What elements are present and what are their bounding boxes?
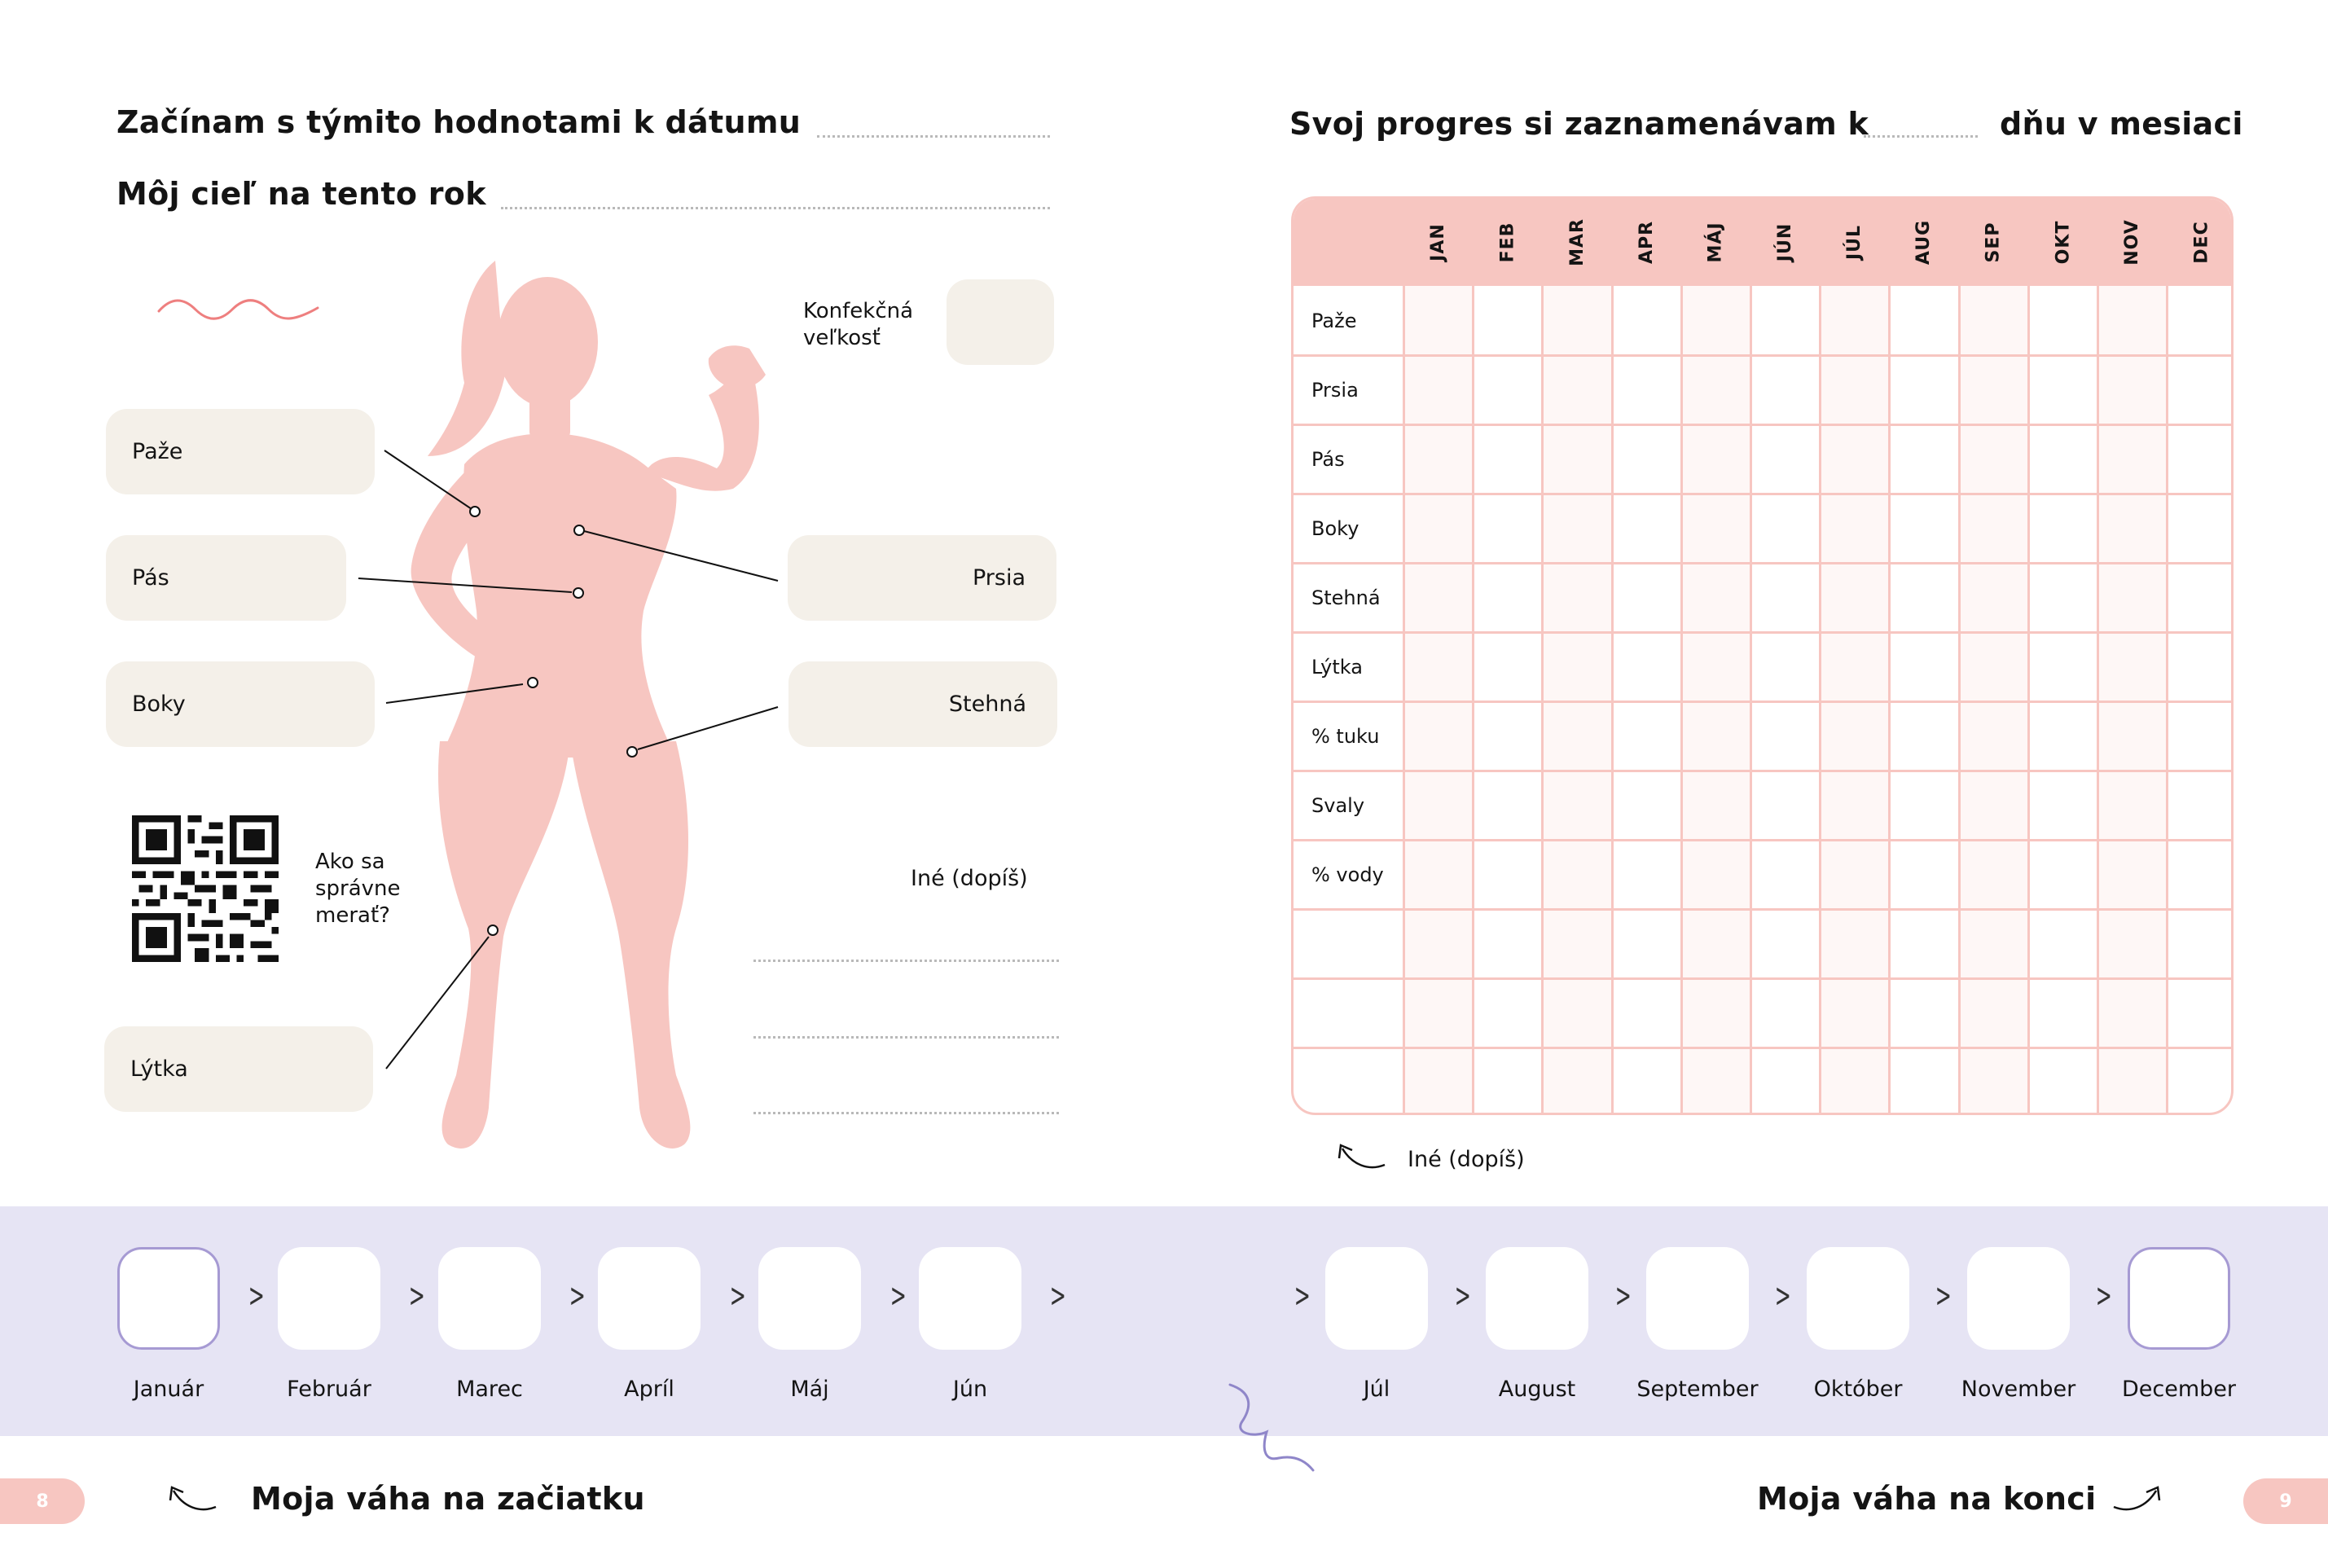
table-cell[interactable] (1683, 703, 1749, 769)
chevron-right-icon: > (1774, 1277, 1791, 1315)
table-cell[interactable] (1544, 495, 1610, 561)
table-month-header (1820, 199, 1889, 286)
progress-heading-end: dňu v mesiaci (2000, 106, 2243, 142)
table-cell[interactable] (2030, 426, 2096, 492)
weight-month-label: September (1636, 1377, 1759, 1402)
weight-end-label: Moja váha na konci (1757, 1481, 2097, 1517)
table-cell[interactable] (1821, 703, 1887, 769)
table-cell[interactable] (1474, 288, 1540, 354)
table-cell[interactable] (1474, 772, 1540, 838)
table-cell[interactable] (2099, 495, 2165, 561)
weight-month-label: August (1498, 1377, 1576, 1402)
chevron-right-icon: > (408, 1277, 425, 1315)
weight-box-4[interactable] (758, 1247, 861, 1350)
table-cell[interactable] (1544, 980, 1610, 1046)
table-row-label: % vody (1311, 863, 1384, 886)
table-cell[interactable] (1752, 841, 1818, 907)
weight-box-0[interactable] (117, 1247, 220, 1350)
goal-heading: Môj cieľ na tento rok (116, 176, 486, 212)
table-cell[interactable] (1614, 357, 1680, 423)
table-cell[interactable] (2168, 634, 2234, 700)
table-month-label: DEC (2191, 221, 2212, 264)
table-cell[interactable] (1891, 1049, 1957, 1115)
weight-month-label: Január (133, 1377, 204, 1402)
table-cell[interactable] (1405, 911, 1471, 977)
table-cell[interactable] (1474, 841, 1540, 907)
weight-box-6[interactable] (1325, 1247, 1428, 1350)
other-measurements-label: Iné (dopíš) (911, 866, 1028, 891)
table-cell[interactable] (2030, 980, 2096, 1046)
field-lytka[interactable] (104, 1026, 373, 1112)
table-cell[interactable] (1961, 426, 2027, 492)
table-cell[interactable] (1474, 495, 1540, 561)
table-cell[interactable] (2030, 772, 2096, 838)
table-cell[interactable] (1891, 288, 1957, 354)
progress-day-line[interactable] (1864, 135, 1978, 138)
table-cell[interactable] (2030, 703, 2096, 769)
table-cell[interactable] (1891, 841, 1957, 907)
table-cell[interactable] (1544, 634, 1610, 700)
table-row-label: Paže (1311, 310, 1357, 332)
table-cell[interactable] (1405, 495, 1471, 561)
table-cell[interactable] (1544, 1049, 1610, 1115)
table-cell[interactable] (1474, 564, 1540, 630)
curved-arrow-icon (1336, 1140, 1389, 1173)
table-cell[interactable] (1683, 495, 1749, 561)
table-cell[interactable] (1405, 564, 1471, 630)
field-prsia-label: Prsia (972, 565, 1026, 591)
table-cell[interactable] (1544, 703, 1610, 769)
table-cell[interactable] (1405, 772, 1471, 838)
table-cell[interactable] (2168, 911, 2234, 977)
table-other-label: Iné (dopíš) (1408, 1147, 1525, 1172)
weight-month-label: Október (1813, 1377, 1903, 1402)
table-cell[interactable] (1474, 980, 1540, 1046)
table-month-label: AUG (1913, 219, 1935, 266)
table-month-header (2167, 199, 2234, 286)
table-cell[interactable] (1683, 1049, 1749, 1115)
table-cell[interactable] (2030, 357, 2096, 423)
chevron-right-icon: > (1454, 1277, 1471, 1315)
table-cell[interactable] (1891, 357, 1957, 423)
table-cell[interactable] (1683, 426, 1749, 492)
table-cell[interactable] (2030, 841, 2096, 907)
table-cell[interactable] (1961, 495, 2027, 561)
chevron-right-icon: > (248, 1277, 265, 1315)
weight-box-8[interactable] (1646, 1247, 1749, 1350)
table-cell[interactable] (1821, 772, 1887, 838)
table-cell[interactable] (1891, 703, 1957, 769)
table-cell[interactable] (1752, 426, 1818, 492)
table-cell[interactable] (2168, 841, 2234, 907)
table-cell[interactable] (1961, 1049, 2027, 1115)
table-cell[interactable] (2168, 564, 2234, 630)
table-cell[interactable] (2099, 1049, 2165, 1115)
table-month-header (1959, 199, 2028, 286)
table-cell[interactable] (1961, 564, 2027, 630)
table-cell[interactable] (2099, 772, 2165, 838)
table-cell[interactable] (1961, 634, 2027, 700)
table-cell[interactable] (2030, 911, 2096, 977)
curved-arrow-icon (2110, 1482, 2163, 1515)
table-cell[interactable] (2099, 911, 2165, 977)
table-cell[interactable] (2030, 288, 2096, 354)
table-cell[interactable] (1544, 288, 1610, 354)
table-row-label: % tuku (1311, 725, 1380, 748)
table-cell[interactable] (1614, 980, 1680, 1046)
table-month-label: MÁJ (1705, 222, 1726, 263)
table-month-label: MAR (1566, 218, 1588, 266)
table-cell[interactable] (2099, 564, 2165, 630)
table-cell[interactable] (1752, 911, 1818, 977)
other-line-3[interactable] (753, 1112, 1059, 1114)
table-month-header (1750, 199, 1820, 286)
table-cell[interactable] (1891, 426, 1957, 492)
table-cell[interactable] (1405, 634, 1471, 700)
weight-month-label: November (1961, 1377, 2076, 1402)
table-cell[interactable] (1891, 911, 1957, 977)
table-month-header (1542, 199, 1611, 286)
table-cell[interactable] (1821, 426, 1887, 492)
table-cell[interactable] (1614, 841, 1680, 907)
table-cell[interactable] (1614, 1049, 1680, 1115)
table-cell[interactable] (1821, 357, 1887, 423)
field-pas-label: Pás (132, 565, 169, 591)
table-cell[interactable] (1614, 634, 1680, 700)
size-field[interactable] (947, 279, 1054, 365)
table-cell[interactable] (1891, 772, 1957, 838)
table-cell[interactable] (2168, 703, 2234, 769)
qr-caption-line1: Ako sa (315, 850, 385, 874)
table-cell[interactable] (1821, 495, 1887, 561)
table-cell[interactable] (1752, 288, 1818, 354)
table-row-label: Pás (1311, 448, 1345, 471)
page-number-right: 9 (2243, 1478, 2328, 1524)
table-cell[interactable] (1405, 703, 1471, 769)
table-cell[interactable] (2099, 288, 2165, 354)
chevron-right-icon: > (1935, 1277, 1952, 1315)
table-cell[interactable] (2168, 288, 2234, 354)
table-cell[interactable] (2099, 426, 2165, 492)
table-cell[interactable] (1752, 564, 1818, 630)
table-cell[interactable] (1474, 634, 1540, 700)
chevron-right-icon: > (1614, 1277, 1632, 1315)
table-cell[interactable] (1821, 911, 1887, 977)
field-pas[interactable] (106, 535, 346, 621)
chevron-right-icon: > (1294, 1277, 1311, 1315)
table-month-header (1681, 199, 1750, 286)
table-cell[interactable] (1961, 772, 2027, 838)
chevron-right-icon: > (1049, 1277, 1066, 1315)
table-cell[interactable] (1544, 772, 1610, 838)
table-cell[interactable] (1405, 980, 1471, 1046)
table-cell[interactable] (2099, 841, 2165, 907)
qr-caption-line2: správne (315, 876, 401, 901)
table-cell[interactable] (1614, 911, 1680, 977)
weight-month-label: Júl (1363, 1377, 1390, 1402)
weight-box-7[interactable] (1486, 1247, 1588, 1350)
table-cell[interactable] (1614, 495, 1680, 561)
table-cell[interactable] (1405, 288, 1471, 354)
table-row-label: Prsia (1311, 379, 1359, 402)
weight-month-label: Marec (456, 1377, 523, 1402)
table-cell[interactable] (1752, 703, 1818, 769)
table-cell[interactable] (1821, 841, 1887, 907)
size-label-line1: Konfekčná (803, 299, 914, 323)
weight-box-1[interactable] (278, 1247, 380, 1350)
table-cell[interactable] (1683, 634, 1749, 700)
table-month-label: JÚN (1775, 222, 1796, 262)
qr-caption (315, 849, 401, 929)
table-cell[interactable] (1474, 426, 1540, 492)
table-cell[interactable] (2168, 357, 2234, 423)
table-cell[interactable] (1405, 841, 1471, 907)
field-paze-label: Paže (132, 439, 183, 464)
field-lytka-label: Lýtka (130, 1056, 188, 1082)
size-label-line2: veľkosť (803, 326, 881, 350)
table-cell[interactable] (1961, 841, 2027, 907)
table-month-header (1473, 199, 1542, 286)
table-cell[interactable] (1544, 564, 1610, 630)
field-stehna[interactable] (788, 661, 1057, 747)
table-cell[interactable] (2168, 980, 2234, 1046)
table-cell[interactable] (1405, 357, 1471, 423)
weight-month-label: Jún (952, 1377, 988, 1402)
table-cell[interactable] (2099, 634, 2165, 700)
table-month-header (1612, 199, 1681, 286)
table-cell[interactable] (1474, 703, 1540, 769)
progress-table (1291, 196, 2234, 1115)
table-cell[interactable] (1614, 288, 1680, 354)
table-cell[interactable] (1891, 564, 1957, 630)
table-cell[interactable] (2030, 1049, 2096, 1115)
table-month-label: JÚL (1844, 224, 1865, 261)
other-line-1[interactable] (753, 960, 1059, 962)
chevron-right-icon: > (569, 1277, 586, 1315)
table-cell[interactable] (1961, 357, 2027, 423)
page-number-left: 8 (0, 1478, 85, 1524)
progress-heading-start: Svoj progres si zaznamenávam k (1289, 106, 1869, 142)
weight-box-11[interactable] (2128, 1247, 2230, 1350)
table-cell[interactable] (1683, 911, 1749, 977)
table-cell[interactable] (1961, 703, 2027, 769)
field-boky-label: Boky (132, 692, 186, 717)
table-cell[interactable] (1474, 1049, 1540, 1115)
table-cell[interactable] (2099, 357, 2165, 423)
table-cell[interactable] (1683, 357, 1749, 423)
table-cell[interactable] (1752, 1049, 1818, 1115)
table-month-label: NOV (2122, 219, 2143, 266)
table-cell[interactable] (1752, 634, 1818, 700)
qr-code-icon[interactable] (132, 815, 279, 962)
table-month-label: APR (1636, 220, 1657, 265)
table-cell[interactable] (1474, 357, 1540, 423)
chevron-right-icon: > (2095, 1277, 2112, 1315)
table-cell[interactable] (2168, 426, 2234, 492)
table-cell[interactable] (1544, 357, 1610, 423)
table-row-label: Boky (1311, 517, 1359, 540)
table-cell[interactable] (1614, 564, 1680, 630)
table-cell[interactable] (1683, 288, 1749, 354)
weight-start-label: Moja váha na začiatku (251, 1481, 645, 1517)
table-cell[interactable] (2099, 980, 2165, 1046)
table-cell[interactable] (1961, 980, 2027, 1046)
weight-month-label: Máj (790, 1377, 829, 1402)
table-cell[interactable] (1474, 911, 1540, 977)
table-cell[interactable] (1544, 426, 1610, 492)
table-month-header (2028, 199, 2097, 286)
weight-box-10[interactable] (1967, 1247, 2070, 1350)
table-cell[interactable] (1405, 426, 1471, 492)
field-stehna-label: Stehná (948, 692, 1026, 717)
table-cell[interactable] (1752, 495, 1818, 561)
start-date-heading: Začínam s týmito hodnotami k dátumu (116, 104, 802, 140)
weight-month-label: Február (287, 1377, 371, 1402)
table-cell[interactable] (1544, 841, 1610, 907)
table-cell[interactable] (1891, 634, 1957, 700)
table-cell[interactable] (2168, 495, 2234, 561)
chevron-right-icon: > (889, 1277, 907, 1315)
table-cell[interactable] (2168, 1049, 2234, 1115)
field-paze[interactable] (106, 409, 375, 494)
table-cell[interactable] (1614, 426, 1680, 492)
table-cell[interactable] (2030, 564, 2096, 630)
table-cell[interactable] (1821, 564, 1887, 630)
table-cell[interactable] (1961, 288, 2027, 354)
table-cell[interactable] (1614, 703, 1680, 769)
table-month-label: FEB (1497, 222, 1518, 263)
field-prsia[interactable] (788, 535, 1056, 621)
weight-box-2[interactable] (438, 1247, 541, 1350)
table-month-label: SEP (1983, 222, 2004, 263)
weight-box-9[interactable] (1807, 1247, 1909, 1350)
weight-month-label: December (2121, 1377, 2236, 1402)
table-cell[interactable] (1683, 564, 1749, 630)
table-row-label: Stehná (1311, 586, 1381, 609)
table-cell[interactable] (2099, 703, 2165, 769)
weight-box-5[interactable] (919, 1247, 1021, 1350)
table-cell[interactable] (1891, 495, 1957, 561)
table-cell[interactable] (1683, 772, 1749, 838)
chevron-right-icon: > (729, 1277, 746, 1315)
table-cell[interactable] (1821, 288, 1887, 354)
table-cell[interactable] (2030, 634, 2096, 700)
table-cell[interactable] (1961, 911, 2027, 977)
table-row-label: Svaly (1311, 794, 1365, 817)
table-month-label: JAN (1428, 223, 1449, 261)
table-cell[interactable] (2168, 772, 2234, 838)
table-cell[interactable] (1821, 634, 1887, 700)
table-cell[interactable] (1752, 772, 1818, 838)
table-month-label: OKT (2052, 220, 2073, 265)
weight-month-label: Apríl (624, 1377, 674, 1402)
table-cell[interactable] (1683, 980, 1749, 1046)
size-label (803, 298, 913, 352)
table-cell[interactable] (1752, 357, 1818, 423)
field-boky[interactable] (106, 661, 375, 747)
table-month-header (1403, 199, 1473, 286)
table-cell[interactable] (1405, 1049, 1471, 1115)
table-cell[interactable] (1752, 980, 1818, 1046)
table-cell[interactable] (1821, 1049, 1887, 1115)
table-cell[interactable] (1891, 980, 1957, 1046)
table-month-header (1889, 199, 1958, 286)
table-cell[interactable] (2030, 495, 2096, 561)
qr-caption-line3: merať? (315, 903, 390, 928)
other-line-2[interactable] (753, 1036, 1059, 1039)
table-cell[interactable] (1821, 980, 1887, 1046)
table-cell[interactable] (1683, 841, 1749, 907)
table-cell[interactable] (1544, 911, 1610, 977)
table-row-label: Lýtka (1311, 656, 1363, 679)
table-cell[interactable] (1614, 772, 1680, 838)
table-month-header (2097, 199, 2167, 286)
curved-arrow-icon (167, 1482, 220, 1515)
weight-box-3[interactable] (598, 1247, 701, 1350)
